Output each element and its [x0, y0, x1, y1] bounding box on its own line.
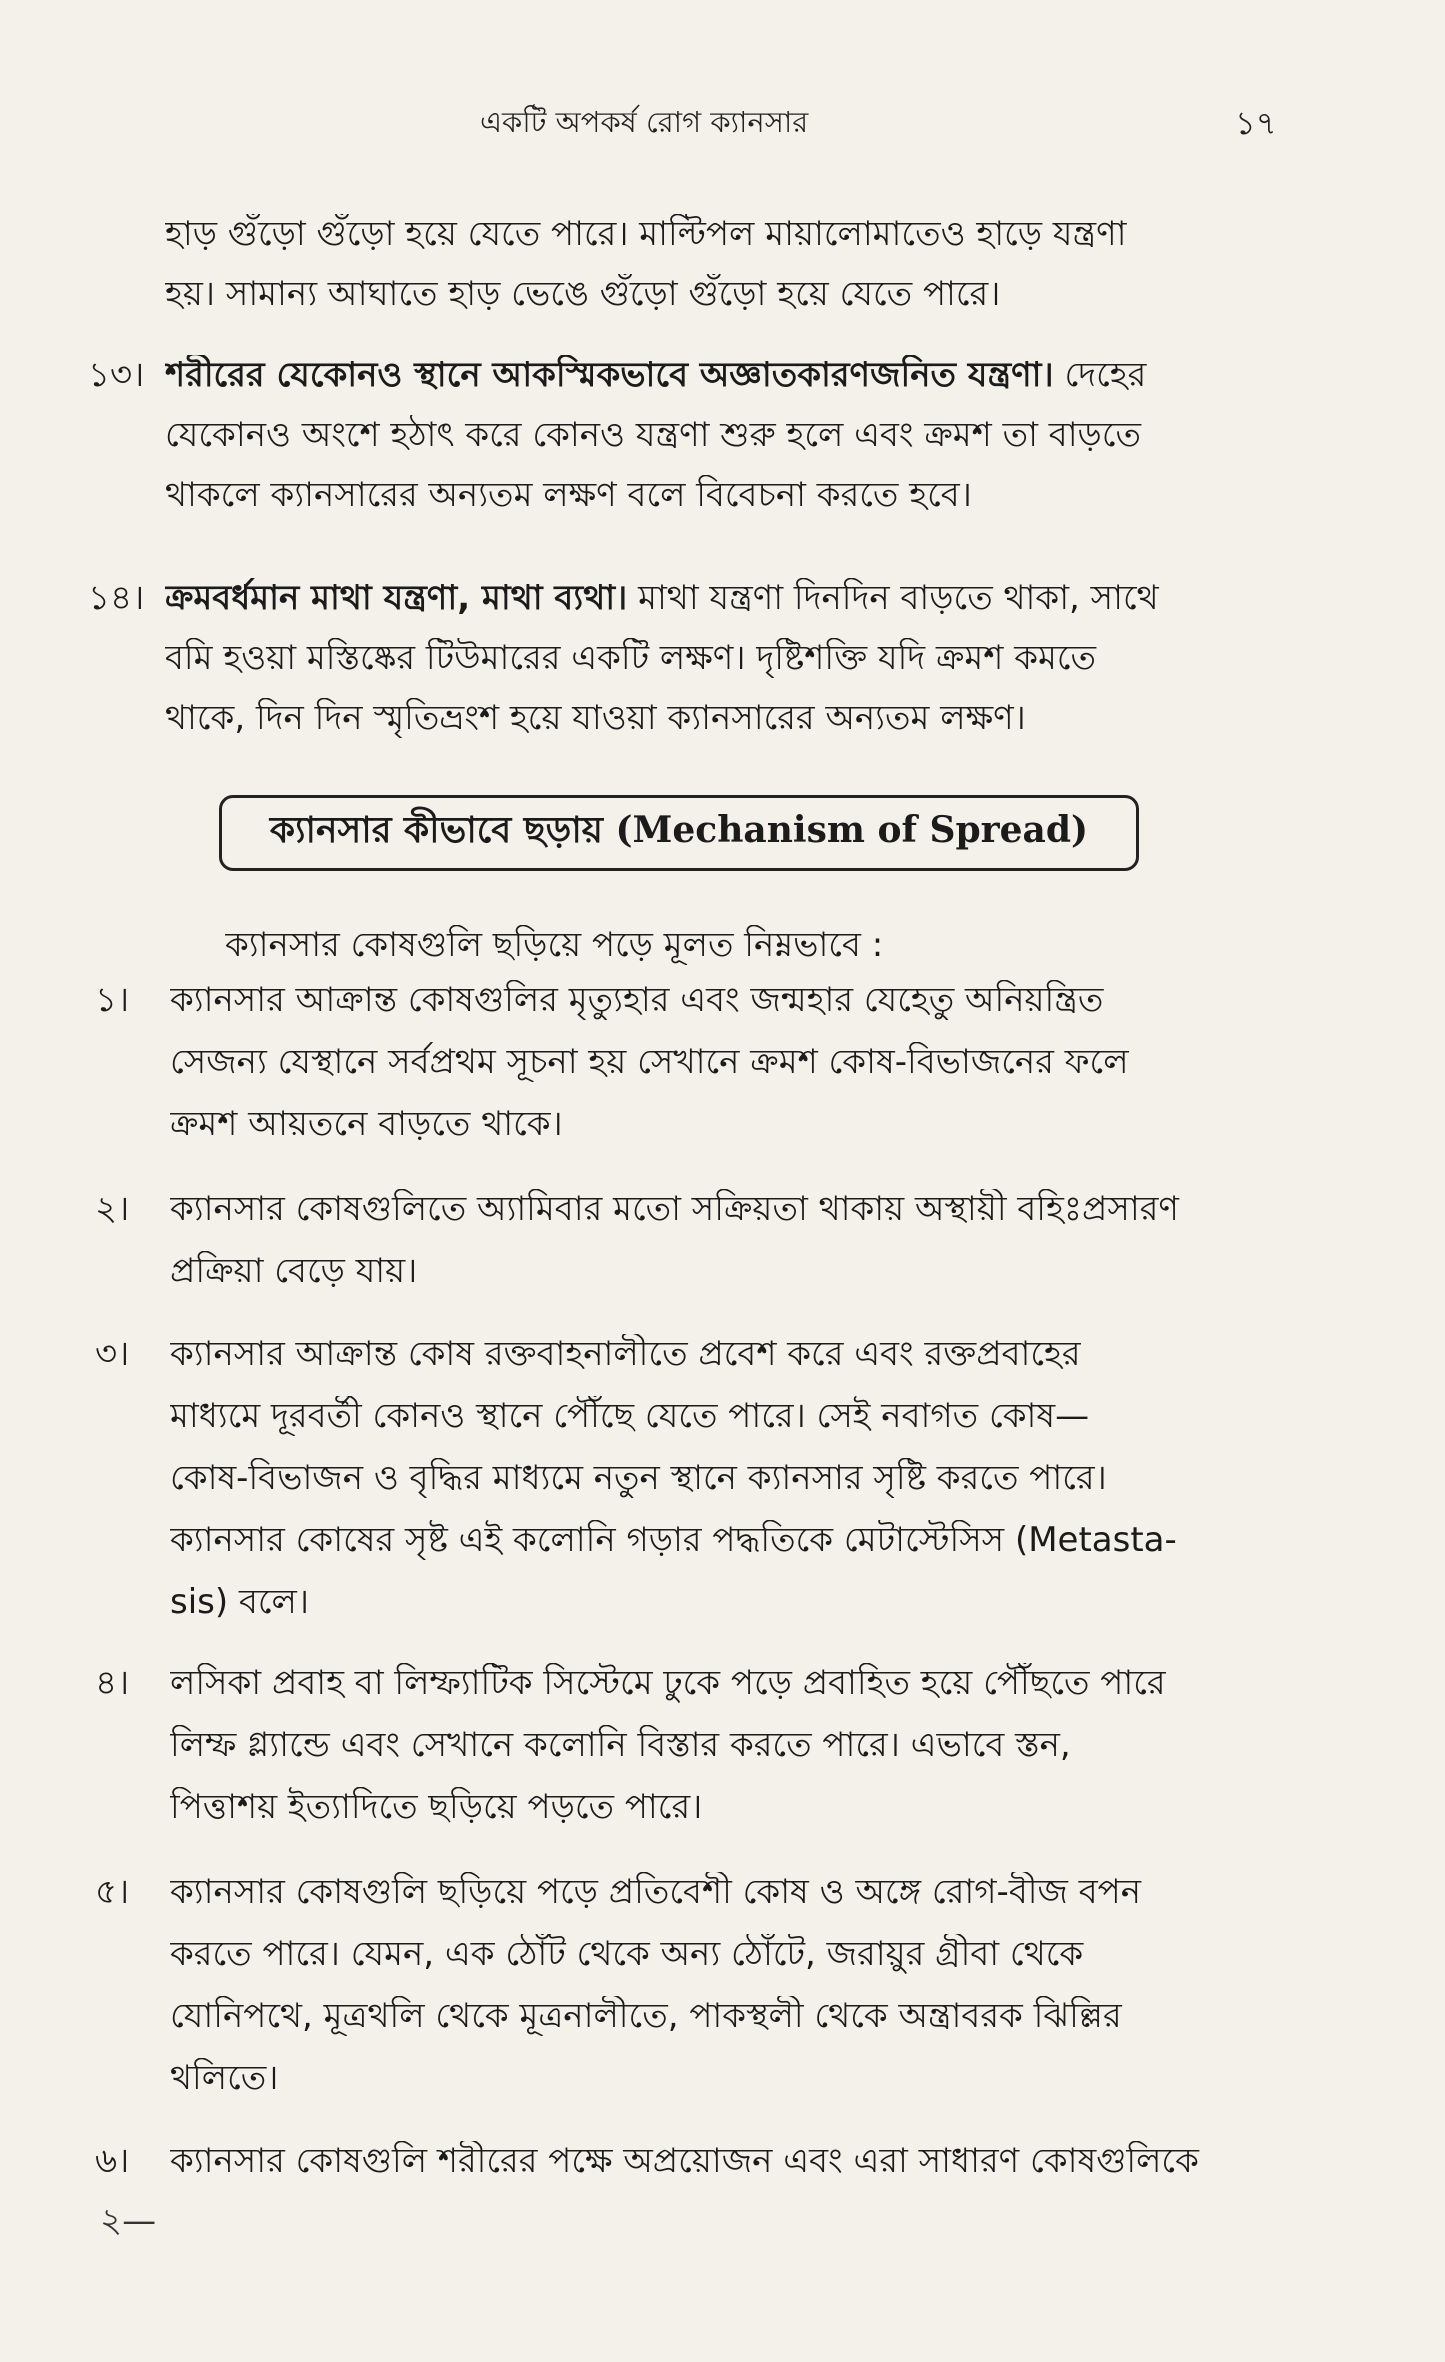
item-line: থাকে, দিন দিন স্মৃতিভ্রংশ হয়ে যাওয়া ক্যানসারের অন্যতম লক্ষণ।: [165, 698, 1026, 738]
item-line: যোনিপথে, মূত্রথলি থেকে মূত্রনালীতে, পাকস্থলী থেকে অন্ত্রাবরক ঝিল্লির: [170, 1996, 1122, 2036]
item-bold-lead: ক্রমবর্ধমান মাথা যন্ত্রণা, মাথা ব্যথা।: [165, 578, 628, 618]
item-line: লিম্ফ গ্ল্যান্ডে এবং সেখানে কলোনি বিস্তার করতে পারে। এভাবে স্তন,: [170, 1725, 1071, 1765]
item-line: থাকলে ক্যানসারের অন্যতম লক্ষণ বলে বিবেচনা করতে হবে।: [165, 475, 972, 515]
item-line: প্রক্রিয়া বেড়ে যায়।: [170, 1251, 418, 1291]
running-title: একটি অপকর্ষ রোগ ক্যানসার: [480, 105, 809, 139]
item-number: ৩।: [95, 1334, 130, 1374]
item-line: মাধ্যমে দূরবর্তী কোনও স্থানে পৌঁছে যেতে পারে। সেই নবাগত কোষ—: [170, 1396, 1090, 1436]
page-number: ১৭: [1235, 104, 1277, 142]
item-number: ১৩।: [88, 355, 145, 395]
signature-mark: ২—: [100, 2201, 157, 2241]
item-number: ১৪।: [88, 578, 145, 618]
item-line: ক্যানসার কোষের সৃষ্ট এই কলোনি গড়ার পদ্ধতিকে মেটাস্টেসিস (Metasta-: [170, 1520, 1177, 1560]
intro-line: হাড় গুঁড়ো গুঁড়ো হয়ে যেতে পারে। মাল্টিপল মায়ালোমাতেও হাড়ে যন্ত্রণা: [165, 214, 1127, 254]
item-number: ২।: [95, 1189, 130, 1229]
item-line: যেকোনও অংশে হঠাৎ করে কোনও যন্ত্রণা শুরু হলে এবং ক্রমশ তা বাড়তে: [165, 415, 1142, 455]
item-line: কোষ-বিভাজন ও বৃদ্ধির মাধ্যমে নতুন স্থানে ক্যানসার সৃষ্টি করতে পারে।: [170, 1458, 1107, 1498]
item-number: ৬।: [95, 2141, 130, 2181]
item-line: থলিতে।: [170, 2058, 279, 2098]
item-line: বমি হওয়া মস্তিষ্কের টিউমারের একটি লক্ষণ। দৃষ্টিশক্তি যদি ক্রমশ কমতে: [165, 638, 1097, 678]
section-heading: ক্যানসার কীভাবে ছড়ায় (Mechanism of Spread): [219, 795, 1139, 871]
item-line: করতে পারে। যেমন, এক ঠোঁট থেকে অন্য ঠোঁটে, জরায়ুর গ্রীবা থেকে: [170, 1934, 1084, 1974]
section-lead-text: ক্যানসার কোষগুলি ছড়িয়ে পড়ে মূলত নিম্নভাবে :: [225, 925, 884, 965]
item-line: ক্যানসার কোষগুলিতে অ্যামিবার মতো সক্রিয়তা থাকায় অস্থায়ী বহিঃপ্রসারণ: [170, 1189, 1179, 1229]
item-line: ক্যানসার কোষগুলি ছড়িয়ে পড়ে প্রতিবেশী কোষ ও অঙ্গে রোগ-বীজ বপন: [170, 1872, 1141, 1912]
item-line: ক্যানসার আক্রান্ত কোষগুলির মৃত্যুহার এবং জন্মহার যেহেতু অনিয়ন্ত্রিত: [170, 980, 1104, 1020]
item-line: sis) বলে।: [170, 1582, 310, 1622]
item-line: লসিকা প্রবাহ বা লিম্ফ্যাটিক সিস্টেমে ঢুকে পড়ে প্রবাহিত হয়ে পৌঁছতে পারে: [170, 1663, 1166, 1703]
item-bold-lead: শরীরের যেকোনও স্থানে আকস্মিকভাবে অজ্ঞাতকারণজনিত যন্ত্রণা।: [165, 355, 1054, 395]
item-line: সেজন্য যেস্থানে সর্বপ্রথম সূচনা হয় সেখানে ক্রমশ কোষ-বিভাজনের ফলে: [170, 1042, 1129, 1082]
item-line: ক্যানসার কোষগুলি শরীরের পক্ষে অপ্রয়োজন এবং এরা সাধারণ কোষগুলিকে: [170, 2141, 1199, 2181]
item-number: ১।: [95, 980, 130, 1020]
item-number: ৫।: [95, 1872, 130, 1912]
item-line: ক্রমশ আয়তনে বাড়তে থাকে।: [170, 1104, 563, 1144]
item-line: পিত্তাশয় ইত্যাদিতে ছড়িয়ে পড়তে পারে।: [170, 1787, 703, 1827]
item-text: দেহের: [1053, 355, 1147, 395]
item-number: ৪।: [95, 1663, 130, 1703]
item-line: ক্যানসার আক্রান্ত কোষ রক্তবাহনালীতে প্রবেশ করে এবং রক্তপ্রবাহের: [170, 1334, 1081, 1374]
intro-line: হয়। সামান্য আঘাতে হাড় ভেঙে গুঁড়ো গুঁড়ো হয়ে যেতে পারে।: [165, 274, 1001, 314]
item-text: মাথা যন্ত্রণা দিনদিন বাড়তে থাকা, সাথে: [627, 578, 1159, 618]
